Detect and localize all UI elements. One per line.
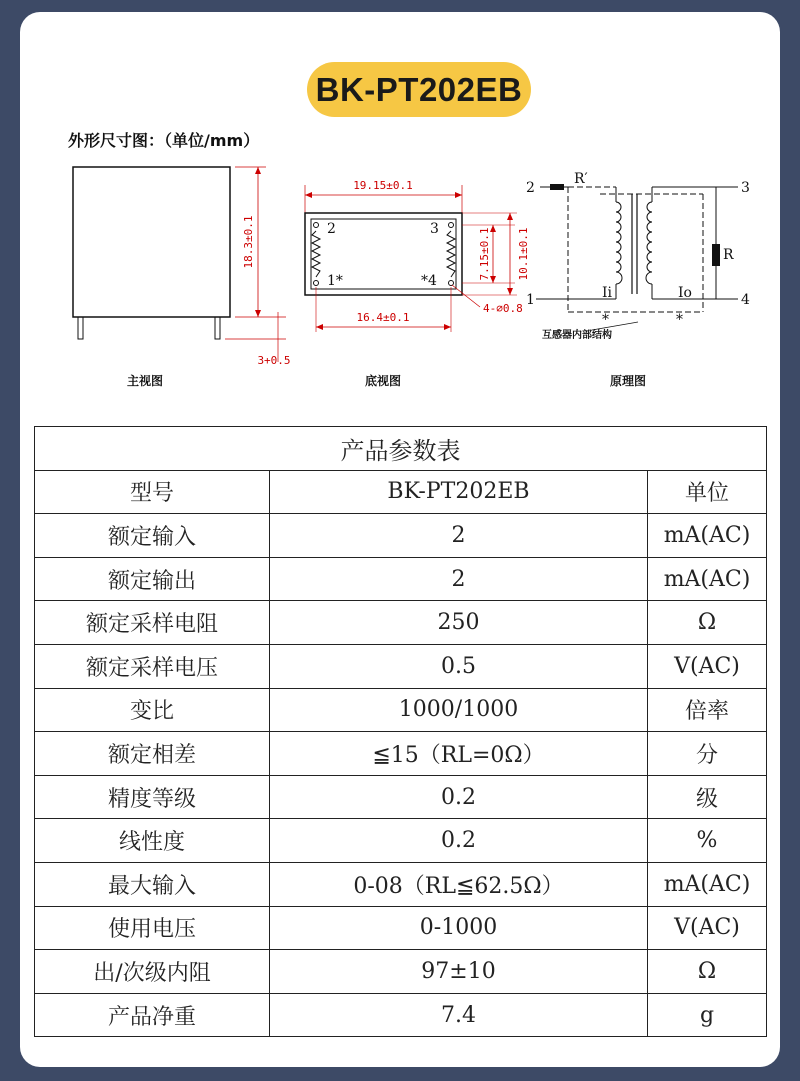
bottom-span-dim: 16.4±0.1 bbox=[356, 311, 410, 324]
front-pin-dim: 3+0.5 bbox=[257, 354, 291, 367]
pin-label-4: *4 bbox=[421, 273, 437, 289]
front-view-drawing bbox=[60, 162, 300, 372]
param-name-cell: 线性度 bbox=[35, 819, 270, 863]
param-name-cell: 使用电压 bbox=[35, 906, 270, 950]
bottom-hole-dim: 4-⌀0.8 bbox=[483, 302, 523, 315]
param-unit-cell: mA(AC) bbox=[648, 862, 767, 906]
param-unit-cell: g bbox=[648, 993, 767, 1037]
param-unit-cell: 单位 bbox=[648, 470, 767, 514]
param-value-cell: 7.4 bbox=[270, 993, 648, 1037]
param-value-cell: 0.2 bbox=[270, 775, 648, 819]
schematic-pin-2: 2 bbox=[526, 180, 535, 196]
param-value-cell: 2 bbox=[270, 514, 648, 558]
dimensions-heading: 外形尺寸图：（单位/mm） bbox=[68, 131, 260, 150]
param-unit-cell: 级 bbox=[648, 775, 767, 819]
param-name-cell: 出/次级内阻 bbox=[35, 950, 270, 994]
schematic-r-label: R bbox=[723, 247, 734, 263]
param-value-cell: 0-1000 bbox=[270, 906, 648, 950]
table-row bbox=[35, 688, 767, 732]
param-name-cell: 变比 bbox=[35, 688, 270, 732]
param-unit-cell: mA(AC) bbox=[648, 557, 767, 601]
param-name-cell: 额定采样电压 bbox=[35, 644, 270, 688]
bottom-pitch-dim: 7.15±0.1 bbox=[478, 227, 491, 281]
param-value-cell: BK-PT202EB bbox=[270, 470, 648, 514]
table-row bbox=[35, 470, 767, 514]
table-row bbox=[35, 732, 767, 776]
param-value-cell: 2 bbox=[270, 557, 648, 601]
param-unit-cell: Ω bbox=[648, 950, 767, 994]
table-row bbox=[35, 862, 767, 906]
product-title-badge bbox=[307, 62, 531, 117]
param-unit-cell: Ω bbox=[648, 601, 767, 645]
param-value-cell: 0.5 bbox=[270, 644, 648, 688]
param-value-cell: 0-08（RL≦62.5Ω） bbox=[270, 862, 648, 906]
table-row bbox=[35, 993, 767, 1037]
param-name-cell: 精度等级 bbox=[35, 775, 270, 819]
schematic-pin-3: 3 bbox=[741, 180, 750, 196]
param-name-cell: 额定采样电阻 bbox=[35, 601, 270, 645]
param-unit-cell: % bbox=[648, 819, 767, 863]
schematic-drawing bbox=[520, 172, 750, 342]
parameter-table-body bbox=[35, 470, 767, 1037]
parameter-table-title: 产品参数表 bbox=[35, 427, 767, 471]
param-value-cell: 250 bbox=[270, 601, 648, 645]
table-row bbox=[35, 906, 767, 950]
product-card bbox=[20, 12, 780, 1067]
param-name-cell: 产品净重 bbox=[35, 993, 270, 1037]
table-row bbox=[35, 514, 767, 558]
param-unit-cell: V(AC) bbox=[648, 644, 767, 688]
schematic-io-label: Io bbox=[678, 285, 692, 301]
param-unit-cell: 倍率 bbox=[648, 688, 767, 732]
front-view-caption: 主视图 bbox=[126, 374, 163, 388]
param-unit-cell: V(AC) bbox=[648, 906, 767, 950]
schematic-star-left: * bbox=[602, 312, 609, 328]
table-row bbox=[35, 950, 767, 994]
schematic-ii-label: Ii bbox=[602, 285, 613, 301]
param-name-cell: 额定输入 bbox=[35, 514, 270, 558]
table-row bbox=[35, 557, 767, 601]
table-row bbox=[35, 819, 767, 863]
schematic-star-right: * bbox=[676, 312, 683, 328]
table-row bbox=[35, 601, 767, 645]
param-name-cell: 最大输入 bbox=[35, 862, 270, 906]
bottom-view-caption: 底视图 bbox=[364, 374, 401, 388]
pin-label-1: 1* bbox=[327, 273, 343, 289]
bottom-width-dim: 19.15±0.1 bbox=[353, 179, 413, 192]
bottom-view-drawing bbox=[295, 167, 535, 337]
param-unit-cell: 分 bbox=[648, 732, 767, 776]
param-name-cell: 额定相差 bbox=[35, 732, 270, 776]
param-value-cell: 1000/1000 bbox=[270, 688, 648, 732]
schematic-pin-4: 4 bbox=[741, 292, 750, 308]
param-value-cell: 97±10 bbox=[270, 950, 648, 994]
param-value-cell: 0.2 bbox=[270, 819, 648, 863]
schematic-caption: 原理图 bbox=[609, 374, 646, 388]
product-title: BK-PT202EB bbox=[315, 70, 523, 108]
param-unit-cell: mA(AC) bbox=[648, 514, 767, 558]
schematic-pin-1: 1 bbox=[526, 292, 535, 308]
param-name-cell: 额定输出 bbox=[35, 557, 270, 601]
table-row bbox=[35, 644, 767, 688]
schematic-note: 互感器内部结构 bbox=[542, 330, 612, 341]
schematic-r-prime-label: R′ bbox=[574, 171, 588, 187]
front-height-dim: 18.3±0.1 bbox=[242, 215, 255, 269]
pin-label-2: 2 bbox=[327, 221, 336, 237]
param-name-cell: 型号 bbox=[35, 470, 270, 514]
pin-label-3: 3 bbox=[430, 221, 439, 237]
param-value-cell: ≦15（RL=0Ω） bbox=[270, 732, 648, 776]
bottom-height-dim: 10.1±0.1 bbox=[517, 227, 530, 281]
parameter-table bbox=[34, 426, 767, 1037]
table-row bbox=[35, 775, 767, 819]
